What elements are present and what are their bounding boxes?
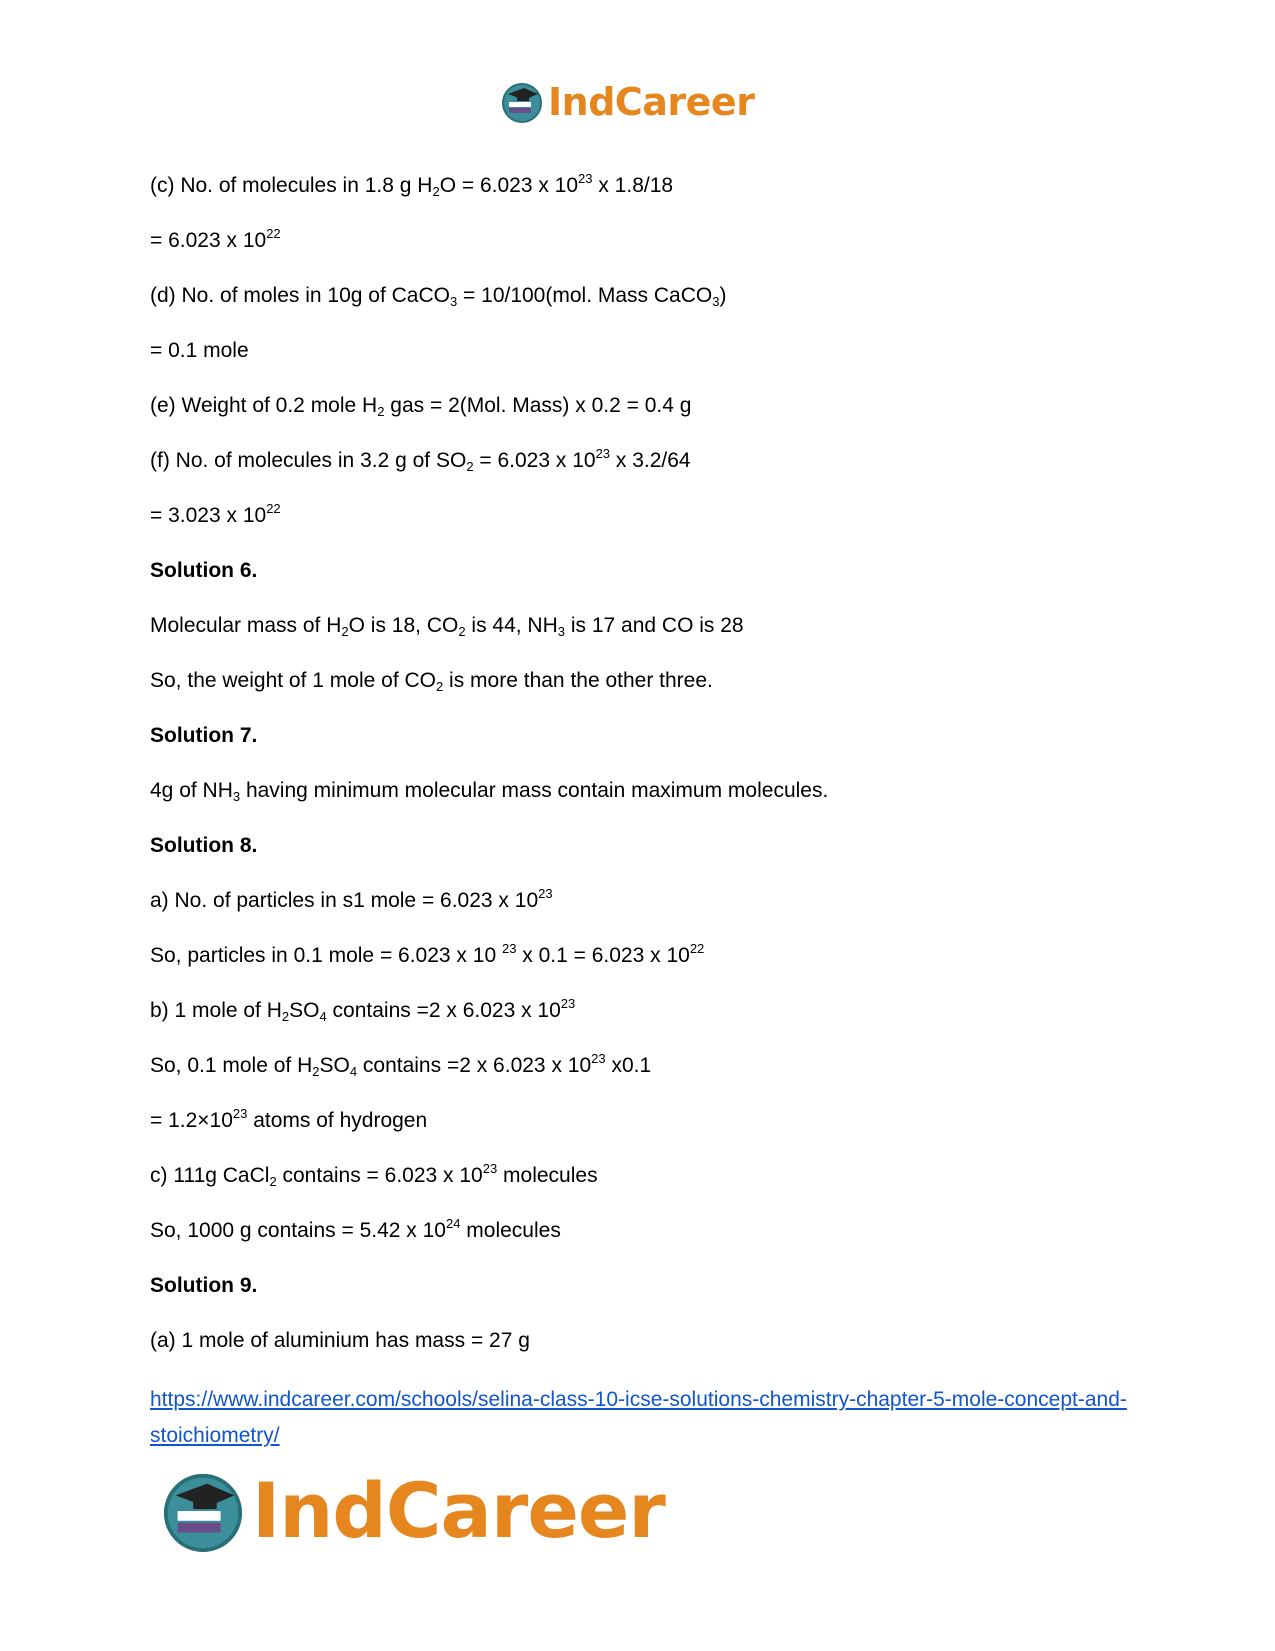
text-run: = 6.023 x 10 (150, 229, 267, 252)
text-run: x 0.1 = 6.023 x 10 (516, 944, 690, 967)
text-line (150, 1325, 1130, 1380)
subscript: 2 (435, 679, 444, 694)
superscript: 23 (482, 1161, 498, 1176)
text-run: So, particles in 0.1 mole = 6.023 x 10 (150, 944, 502, 967)
text-run: = 0.1 mole (150, 339, 249, 362)
text-line (150, 775, 1130, 830)
superscript: 24 (445, 1216, 461, 1231)
text-line (150, 500, 1130, 555)
text-run: O = 6.023 x 10 (439, 174, 579, 197)
subscript: 2 (341, 624, 349, 639)
text-run: = 10/100(mol. Mass CaCO (457, 284, 713, 307)
text-run: 4g of NH (150, 779, 233, 802)
header-logo-text: IndCareer (548, 80, 755, 124)
section-heading (150, 555, 1130, 610)
globe-graduation-cap-icon (160, 1468, 246, 1554)
section-heading (150, 1270, 1130, 1325)
superscript: 23 (501, 941, 517, 956)
superscript: 23 (595, 446, 611, 461)
subscript: 2 (312, 1064, 320, 1079)
text-run: contains =2 x 6.023 x 10 (357, 1054, 592, 1077)
text-run: So, 0.1 mole of H (150, 1054, 313, 1077)
subscript: 2 (466, 459, 474, 474)
text-run: So, the weight of 1 mole of CO (150, 669, 436, 692)
text-line (150, 940, 1130, 995)
text-run: contains = 6.023 x 10 (276, 1164, 483, 1187)
text-line (150, 1215, 1130, 1270)
superscript: 23 (538, 886, 553, 901)
superscript: 23 (591, 1051, 606, 1066)
superscript: 22 (266, 226, 281, 241)
section-heading (150, 720, 1130, 775)
subscript: 3 (557, 624, 565, 639)
text-run: (e) Weight of 0.2 mole H (150, 394, 378, 417)
superscript: 23 (578, 171, 593, 186)
text-run: (f) No. of molecules in 3.2 g of SO (150, 449, 467, 472)
globe-graduation-cap-icon (500, 80, 544, 124)
text-run: (a) 1 mole of aluminium has mass = 27 g (150, 1329, 530, 1352)
text-run: SO (319, 1054, 350, 1077)
text-run: = 1.2×10 (150, 1109, 233, 1132)
text-line (150, 445, 1130, 500)
superscript: 22 (689, 941, 705, 956)
text-run: is more than the other three. (443, 669, 713, 692)
text-run: is 17 and CO is 28 (565, 614, 744, 637)
text-line (150, 1105, 1130, 1160)
text-run: SO (289, 999, 320, 1022)
text-run: Solution 6. (150, 559, 258, 582)
text-run: ) (719, 284, 727, 307)
superscript: 23 (560, 996, 576, 1011)
section-heading (150, 830, 1130, 885)
subscript: 2 (377, 404, 385, 419)
superscript: 23 (232, 1106, 248, 1121)
footer-logo-text: IndCareer (252, 1466, 665, 1555)
document-body (150, 170, 1130, 1380)
text-run: Solution 7. (150, 724, 258, 747)
text-line (150, 225, 1130, 280)
text-line (150, 1050, 1130, 1105)
text-run: molecules (497, 1164, 598, 1187)
text-run: having minimum molecular mass contain maximum molecules. (240, 779, 829, 802)
subscript: 3 (449, 294, 458, 309)
text-run: Solution 9. (150, 1274, 258, 1297)
footer-logo (160, 1466, 665, 1556)
subscript: 2 (458, 624, 466, 639)
text-run: = 3.023 x 10 (150, 504, 267, 527)
text-run: So, 1000 g contains = 5.42 x 10 (150, 1219, 446, 1242)
subscript: 2 (281, 1009, 290, 1024)
text-line (150, 170, 1130, 225)
text-line (150, 665, 1130, 720)
text-line (150, 885, 1130, 940)
text-line (150, 995, 1130, 1050)
text-run: x 1.8/18 (592, 174, 674, 197)
text-run: c) 111g CaCl (150, 1164, 270, 1187)
text-run: a) No. of particles in s1 mole = 6.023 x 10 (150, 889, 539, 912)
subscript: 2 (432, 184, 440, 199)
text-run: contains =2 x 6.023 x 10 (326, 999, 561, 1022)
text-line (150, 1160, 1130, 1215)
subscript: 3 (712, 294, 720, 309)
subscript: 2 (269, 1174, 277, 1189)
text-run: gas = 2(Mol. Mass) x 0.2 = 0.4 g (384, 394, 692, 417)
header-logo (500, 78, 754, 126)
subscript: 4 (349, 1064, 358, 1079)
text-line (150, 610, 1130, 665)
text-line (150, 390, 1130, 445)
text-run: is 44, NH (465, 614, 558, 637)
text-run: = 6.023 x 10 (473, 449, 596, 472)
text-run: x0.1 (605, 1054, 652, 1077)
superscript: 22 (266, 501, 281, 516)
text-run: atoms of hydrogen (247, 1109, 428, 1132)
text-line (150, 280, 1130, 335)
text-run: (d) No. of moles in 10g of CaCO (150, 284, 450, 307)
text-run: x 3.2/64 (610, 449, 691, 472)
subscript: 4 (319, 1009, 327, 1024)
subscript: 3 (232, 789, 241, 804)
text-run: Solution 8. (150, 834, 258, 857)
text-run: (c) No. of molecules in 1.8 g H (150, 174, 433, 197)
source-link[interactable]: https://www.indcareer.com/schools/selina-class-10-icse-solutions-chemistry-chapter-5-mole-concept-and-stoichiometry/ (150, 1388, 1127, 1447)
text-run: O is 18, CO (348, 614, 459, 637)
text-line (150, 335, 1130, 390)
text-run: Molecular mass of H (150, 614, 342, 637)
text-run: molecules (460, 1219, 561, 1242)
text-run: b) 1 mole of H (150, 999, 282, 1022)
